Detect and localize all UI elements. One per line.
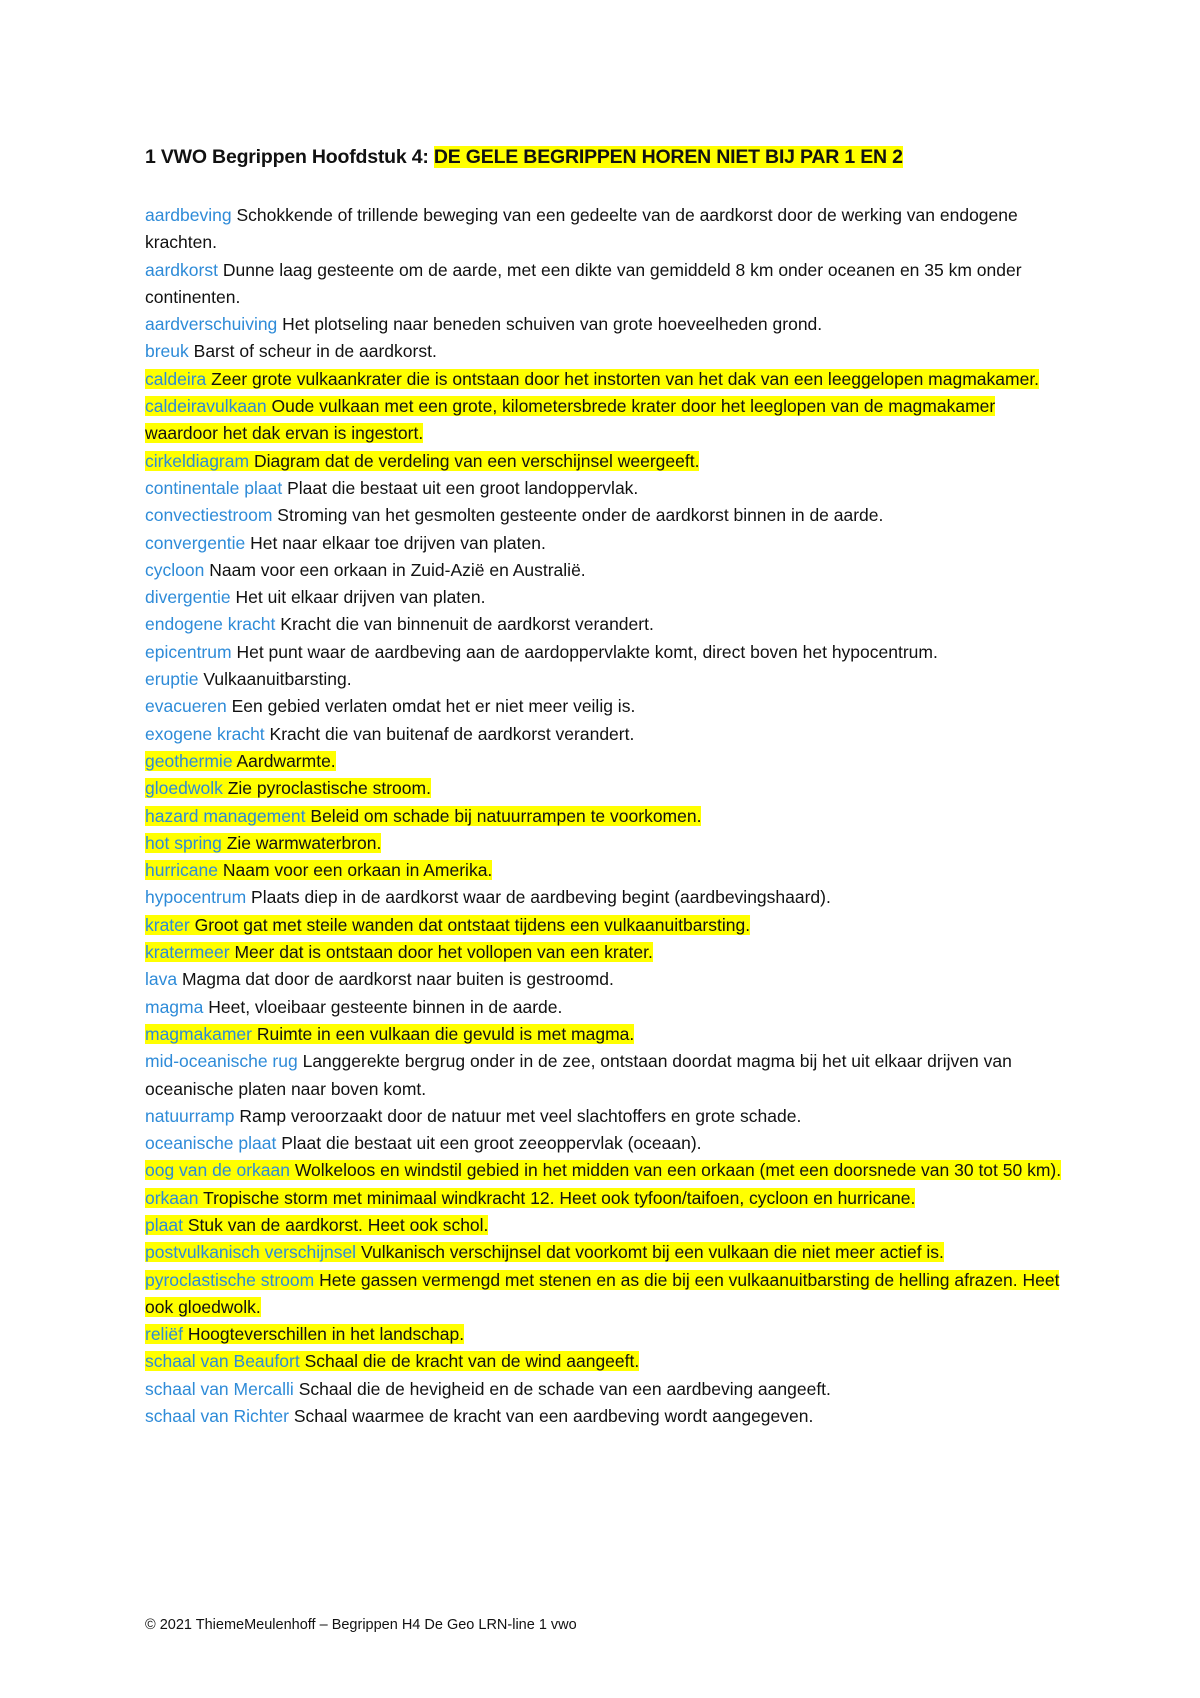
glossary-term: hurricane	[145, 860, 218, 881]
glossary-definition: Beleid om schade bij natuurrampen te voorkomen.	[310, 805, 702, 826]
glossary-term: kratermeer	[145, 942, 230, 963]
glossary-term: aardbeving	[145, 205, 232, 225]
glossary-term: endogene kracht	[145, 614, 276, 635]
glossary-definition: Langgerekte bergrug onder in de zee, ontstaan doordat magma bij het uit elkaar drijven van oceanische platen naar boven komt.	[145, 1051, 1012, 1099]
glossary-term: lava	[145, 969, 178, 990]
glossary-entry	[145, 912, 1070, 939]
glossary-term: reliëf	[145, 1324, 183, 1345]
glossary-entry	[145, 1376, 1070, 1403]
glossary-definition: Schokkende of trillende beweging van een gedeelte van de aardkorst door de werking van endogene krachten.	[145, 205, 1018, 253]
glossary-entry	[145, 939, 1070, 966]
glossary-entry	[145, 530, 1070, 557]
glossary-entry	[145, 639, 1070, 666]
glossary-term: postvulkanisch verschijnsel	[145, 1242, 357, 1263]
glossary-term: convergentie	[145, 532, 246, 553]
glossary-term: hazard management	[145, 805, 306, 826]
glossary-term: caldeira	[145, 368, 207, 389]
glossary-term: divergentie	[145, 587, 231, 608]
glossary-definition: Zie pyroclastische stroom.	[227, 778, 431, 799]
glossary-entry	[145, 693, 1070, 720]
glossary-entry	[145, 884, 1070, 911]
glossary-entry	[145, 857, 1070, 884]
glossary-term: magma	[145, 996, 204, 1017]
glossary-entry	[145, 366, 1070, 393]
glossary-definition: Magma dat door de aardkorst naar buiten is gestroomd.	[181, 969, 614, 990]
glossary-term: krater	[145, 914, 190, 935]
glossary-term: cirkeldiagram	[145, 450, 250, 471]
glossary-definition: Naam voor een orkaan in Amerika.	[222, 860, 493, 881]
glossary-definition: Diagram dat de verdeling van een verschijnsel weergeeft.	[253, 450, 700, 471]
glossary-entry	[145, 775, 1070, 802]
glossary-entry	[145, 1403, 1070, 1430]
glossary-term: aardkorst	[145, 259, 218, 280]
glossary-list	[145, 202, 1070, 1430]
glossary-entry	[145, 803, 1070, 830]
glossary-term: magmakamer	[145, 1023, 252, 1044]
glossary-term: breuk	[145, 341, 189, 362]
glossary-definition: Schaal waarmee de kracht van een aardbeving wordt aangegeven.	[293, 1406, 814, 1427]
glossary-definition: Oude vulkaan met een grote, kilometersbrede krater door het leeglopen van de magmakamer waardoor het dak ervan is ingestort.	[145, 396, 996, 444]
glossary-term: pyroclastische stroom	[145, 1269, 315, 1290]
glossary-term: continentale plaat	[145, 477, 283, 498]
glossary-entry	[145, 966, 1070, 993]
glossary-definition: Het plotseling naar beneden schuiven van grote hoeveelheden grond.	[282, 314, 823, 335]
glossary-entry	[145, 257, 1070, 312]
glossary-entry	[145, 1048, 1070, 1103]
glossary-definition: Ruimte in een vulkaan die gevuld is met magma.	[256, 1023, 635, 1044]
glossary-entry	[145, 1239, 1070, 1266]
glossary-definition: Tropische storm met minimaal windkracht 12. Heet ook tyfoon/taifoen, cycloon en hurricane.	[203, 1187, 916, 1208]
glossary-definition: Plaat die bestaat uit een groot zeeoppervlak (oceaan).	[281, 1133, 702, 1154]
glossary-definition: Meer dat is ontstaan door het vollopen van een krater.	[234, 942, 653, 963]
glossary-entry	[145, 666, 1070, 693]
glossary-definition: Vulkanisch verschijnsel dat voorkomt bij een vulkaan die niet meer actief is.	[360, 1242, 944, 1263]
glossary-entry	[145, 557, 1070, 584]
glossary-definition: Plaats diep in de aardkorst waar de aardbeving begint (aardbevingshaard).	[251, 887, 831, 908]
glossary-entry	[145, 393, 1070, 448]
glossary-definition: Aardwarmte.	[236, 750, 336, 771]
glossary-term: evacueren	[145, 696, 227, 717]
glossary-definition: Groot gat met steile wanden dat ontstaat tijdens een vulkaanuitbarsting.	[194, 914, 751, 935]
glossary-term: orkaan	[145, 1187, 199, 1208]
glossary-entry	[145, 994, 1070, 1021]
glossary-entry	[145, 1130, 1070, 1157]
glossary-term: convectiestroom	[145, 505, 273, 526]
glossary-term: schaal van Beaufort	[145, 1351, 300, 1372]
glossary-entry	[145, 1212, 1070, 1239]
glossary-term: eruptie	[145, 669, 199, 690]
glossary-term: aardverschuiving	[145, 314, 278, 335]
glossary-definition: Een gebied verlaten omdat het er niet meer veilig is.	[231, 696, 636, 717]
glossary-term: caldeiravulkaan	[145, 396, 267, 417]
glossary-definition: Schaal die de hevigheid en de schade van een aardbeving aangeeft.	[298, 1378, 831, 1399]
glossary-definition: Dunne laag gesteente om de aarde, met een dikte van gemiddeld 8 km onder oceanen en 35 km onder continenten.	[145, 259, 1022, 307]
glossary-entry	[145, 748, 1070, 775]
glossary-definition: Schaal die de kracht van de wind aangeeft.	[304, 1351, 640, 1372]
glossary-term: exogene kracht	[145, 723, 265, 744]
glossary-entry	[145, 502, 1070, 529]
glossary-entry	[145, 721, 1070, 748]
glossary-definition: Ramp veroorzaakt door de natuur met veel slachtoffers en grote schade.	[239, 1105, 802, 1126]
glossary-definition: Heet, vloeibaar gesteente binnen in de aarde.	[208, 996, 563, 1017]
glossary-term: geothermie	[145, 750, 233, 771]
glossary-definition: Vulkaanuitbarsting.	[203, 669, 352, 690]
glossary-definition: Naam voor een orkaan in Zuid-Azië en Australië.	[209, 559, 586, 580]
glossary-definition: Wolkeloos en windstil gebied in het midden van een orkaan (met een doorsnede van 30 tot 50 km).	[294, 1160, 1062, 1181]
glossary-entry	[145, 202, 1070, 257]
glossary-entry	[145, 830, 1070, 857]
glossary-entry	[145, 584, 1070, 611]
glossary-definition: Stuk van de aardkorst. Heet ook schol.	[187, 1214, 489, 1235]
glossary-entry	[145, 338, 1070, 365]
glossary-term: oog van de orkaan	[145, 1160, 290, 1181]
glossary-definition: Barst of scheur in de aardkorst.	[193, 341, 437, 362]
glossary-term: plaat	[145, 1214, 183, 1235]
glossary-definition: Zie warmwaterbron.	[226, 832, 382, 853]
glossary-term: mid-oceanische rug	[145, 1051, 298, 1072]
glossary-definition: Zeer grote vulkaankrater die is ontstaan door het instorten van het dak van een leeggelopen magmakamer.	[211, 368, 1040, 389]
page-footer: © 2021 ThiemeMeulenhoff – Begrippen H4 De Geo LRN-line 1 vwo	[145, 1617, 577, 1633]
title-highlight: DE GELE BEGRIPPEN HOREN NIET BIJ PAR 1 EN 2	[433, 146, 903, 168]
glossary-definition: Hoogteverschillen in het landschap.	[187, 1324, 465, 1345]
glossary-entry	[145, 448, 1070, 475]
glossary-definition: Het naar elkaar toe drijven van platen.	[250, 532, 546, 553]
glossary-entry	[145, 1321, 1070, 1348]
glossary-entry	[145, 1103, 1070, 1130]
glossary-term: hypocentrum	[145, 887, 247, 908]
glossary-entry	[145, 611, 1070, 638]
glossary-entry	[145, 311, 1070, 338]
glossary-term: schaal van Richter	[145, 1406, 289, 1427]
glossary-entry	[145, 1157, 1070, 1184]
glossary-definition: Het uit elkaar drijven van platen.	[235, 587, 486, 608]
glossary-definition: Stroming van het gesmolten gesteente onder de aardkorst binnen in de aarde.	[277, 505, 884, 526]
glossary-definition: Kracht die van buitenaf de aardkorst verandert.	[269, 723, 635, 744]
glossary-definition: Kracht die van binnenuit de aardkorst verandert.	[280, 614, 654, 635]
glossary-entry	[145, 1185, 1070, 1212]
glossary-term: natuurramp	[145, 1105, 235, 1126]
glossary-entry	[145, 1348, 1070, 1375]
page-title	[145, 146, 903, 169]
glossary-entry	[145, 1021, 1070, 1048]
glossary-term: oceanische plaat	[145, 1133, 277, 1154]
glossary-term: cycloon	[145, 559, 205, 580]
glossary-term: epicentrum	[145, 641, 232, 662]
glossary-entry	[145, 475, 1070, 502]
glossary-entry	[145, 1267, 1070, 1322]
title-prefix: 1 VWO Begrippen Hoofdstuk 4:	[145, 146, 434, 168]
glossary-term: gloedwolk	[145, 778, 223, 799]
glossary-definition: Hete gassen vermengd met stenen en as die bij een vulkaanuitbarsting de helling afrazen. Heet ook gloedwolk.	[145, 1269, 1060, 1317]
glossary-definition: Het punt waar de aardbeving aan de aardoppervlakte komt, direct boven het hypocentrum.	[236, 641, 938, 662]
glossary-definition: Plaat die bestaat uit een groot landoppervlak.	[287, 477, 639, 498]
glossary-term: schaal van Mercalli	[145, 1378, 294, 1399]
glossary-term: hot spring	[145, 832, 222, 853]
